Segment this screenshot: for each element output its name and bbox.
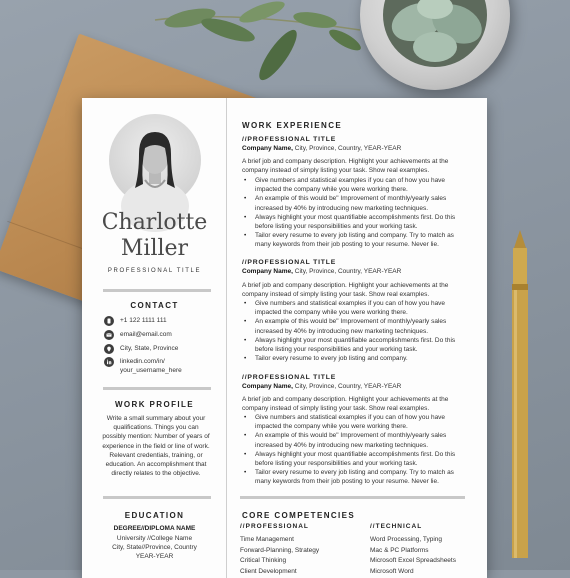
work-profile-heading: WORK PROFILE <box>114 400 195 409</box>
job-bullet: • An example of this would be" Improvement of monthly/yearly sales increased by 40% by introducing new marketing techniques. <box>242 431 467 449</box>
job-title: //PROFESSIONAL TITLE <box>242 136 337 143</box>
job-title: //PROFESSIONAL TITLE <box>242 259 337 266</box>
job-bullet: • An example of this would be" Improvement of monthly/yearly sales increased by 40% by introducing new marketing techniques. <box>242 194 467 212</box>
job-bullets <box>242 413 467 487</box>
phone-text: +1 122 1111 111 <box>120 317 167 324</box>
education-heading: EDUCATION <box>124 511 185 520</box>
email-icon <box>104 330 114 340</box>
contact-location <box>104 344 214 354</box>
email-text: email@email.com <box>120 331 172 338</box>
linkedin-line-2: your_username_here <box>120 367 182 374</box>
contact-phone <box>104 316 214 326</box>
succulent-image <box>372 0 498 78</box>
resume-page <box>82 98 487 578</box>
job-bullet: • Always highlight your most quantifiable accomplishments first. Do this before listing your responsibilities and your working task. <box>242 450 467 468</box>
gold-pen-image <box>500 228 540 558</box>
job-bullet: • Give numbers and statistical examples if you can of how you have impacted the company while you were working there. <box>242 413 467 431</box>
sidebar-divider <box>103 387 211 390</box>
resume-main-column <box>242 98 472 578</box>
job-company-meta: Company Name, City, Province, Country, YEAR-YEAR <box>242 145 402 152</box>
work-profile-text: Write a small summary about your qualifications. Things you can possibly mention: Number of years of experience in the field or line of work. Relevant credentials, training, or education. An accomplishment that directly relates to the objective. <box>102 415 210 478</box>
competency-item: Client Development <box>240 567 297 575</box>
job-title: //PROFESSIONAL TITLE <box>242 374 337 381</box>
education-place: City, State//Province, Country <box>112 544 197 551</box>
competency-item: Forward-Planning, Strategy <box>240 546 320 554</box>
core-competencies-heading: CORE COMPETENCIES <box>242 511 356 520</box>
education-degree: DEGREE//DIPLOMA NAME <box>113 525 196 532</box>
job-bullet: • Tailor every resume to every job listing and company. <box>242 354 467 363</box>
competency-item: Microsoft Excel Spreadsheets <box>370 557 456 564</box>
work-experience-heading: WORK EXPERIENCE <box>242 121 343 130</box>
contact-heading: CONTACT <box>130 301 179 310</box>
job-bullet: • Give numbers and statistical examples if you can of how you have impacted the company while you were working there. <box>242 299 467 317</box>
competencies-technical-label: //TECHNICAL <box>370 523 423 530</box>
job-bullet: • Always highlight your most quantifiable accomplishments first. Do this before listing your responsibilities and your working task. <box>242 336 467 354</box>
job-bullet: • An example of this would be" Improvement of monthly/yearly sales increased by 40% by introducing new marketing techniques. <box>242 317 467 335</box>
competencies-professional <box>240 523 355 577</box>
education-year: YEAR-YEAR <box>135 553 174 560</box>
phone-icon <box>104 316 114 326</box>
competencies-professional-label: //PROFESSIONAL <box>240 523 309 530</box>
name-first: Charlotte <box>101 210 208 235</box>
profile-photo <box>109 114 201 206</box>
main-divider <box>240 496 465 499</box>
competencies-technical <box>370 523 485 577</box>
sidebar-divider <box>103 289 211 292</box>
job-company-meta: Company Name, City, Province, Country, YEAR-YEAR <box>242 383 402 390</box>
job-company-meta: Company Name, City, Province, Country, YEAR-YEAR <box>242 268 402 275</box>
competency-item: Word Processing, Typing <box>370 536 443 543</box>
job-bullet: • Always highlight your most quantifiable accomplishments first. Do this before listing your responsibilities and your working task. <box>242 213 467 231</box>
linkedin-line-1: linkedin.com/in/ <box>120 358 165 365</box>
job-bullets <box>242 176 467 250</box>
job-bullet: • Tailor every resume to every job listing and company. Try to match as many keywords from their job posting to your resume. Never lie. <box>242 468 467 486</box>
job-bullet: • Tailor every resume to every job listing and company. Try to match as many keywords from their job posting to your resume. Never lie. <box>242 231 467 249</box>
job-description: A brief job and company description. Highlight your achievements at the company instead of simply listing your task. Show real examples. <box>242 282 449 299</box>
name-last: Miller <box>120 236 189 261</box>
contact-linkedin <box>104 357 214 375</box>
sidebar-divider <box>103 496 211 499</box>
job-bullet: • Give numbers and statistical examples if you can of how you have impacted the company while you were working there. <box>242 176 467 194</box>
location-pin-icon <box>104 344 114 354</box>
linkedin-text <box>120 357 182 375</box>
location-text: City, State, Province <box>120 345 179 352</box>
competency-item: Mac & PC Platforms <box>370 546 429 554</box>
professional-title: PROFESSIONAL TITLE <box>107 268 202 274</box>
education-school: University //College Name <box>116 535 193 542</box>
job-description: A brief job and company description. Highlight your achievements at the company instead of simply listing your task. Show real examples. <box>242 158 449 175</box>
job-bullets <box>242 299 467 363</box>
resume-sidebar <box>82 98 227 578</box>
competency-item: Time Management <box>240 536 294 543</box>
competency-item: Microsoft Word <box>370 567 414 575</box>
competency-item: Critical Thinking <box>240 557 287 564</box>
job-description: A brief job and company description. Highlight your achievements at the company instead of simply listing your task. Show real examples. <box>242 396 449 413</box>
contact-email <box>104 330 214 340</box>
linkedin-icon <box>104 357 114 367</box>
